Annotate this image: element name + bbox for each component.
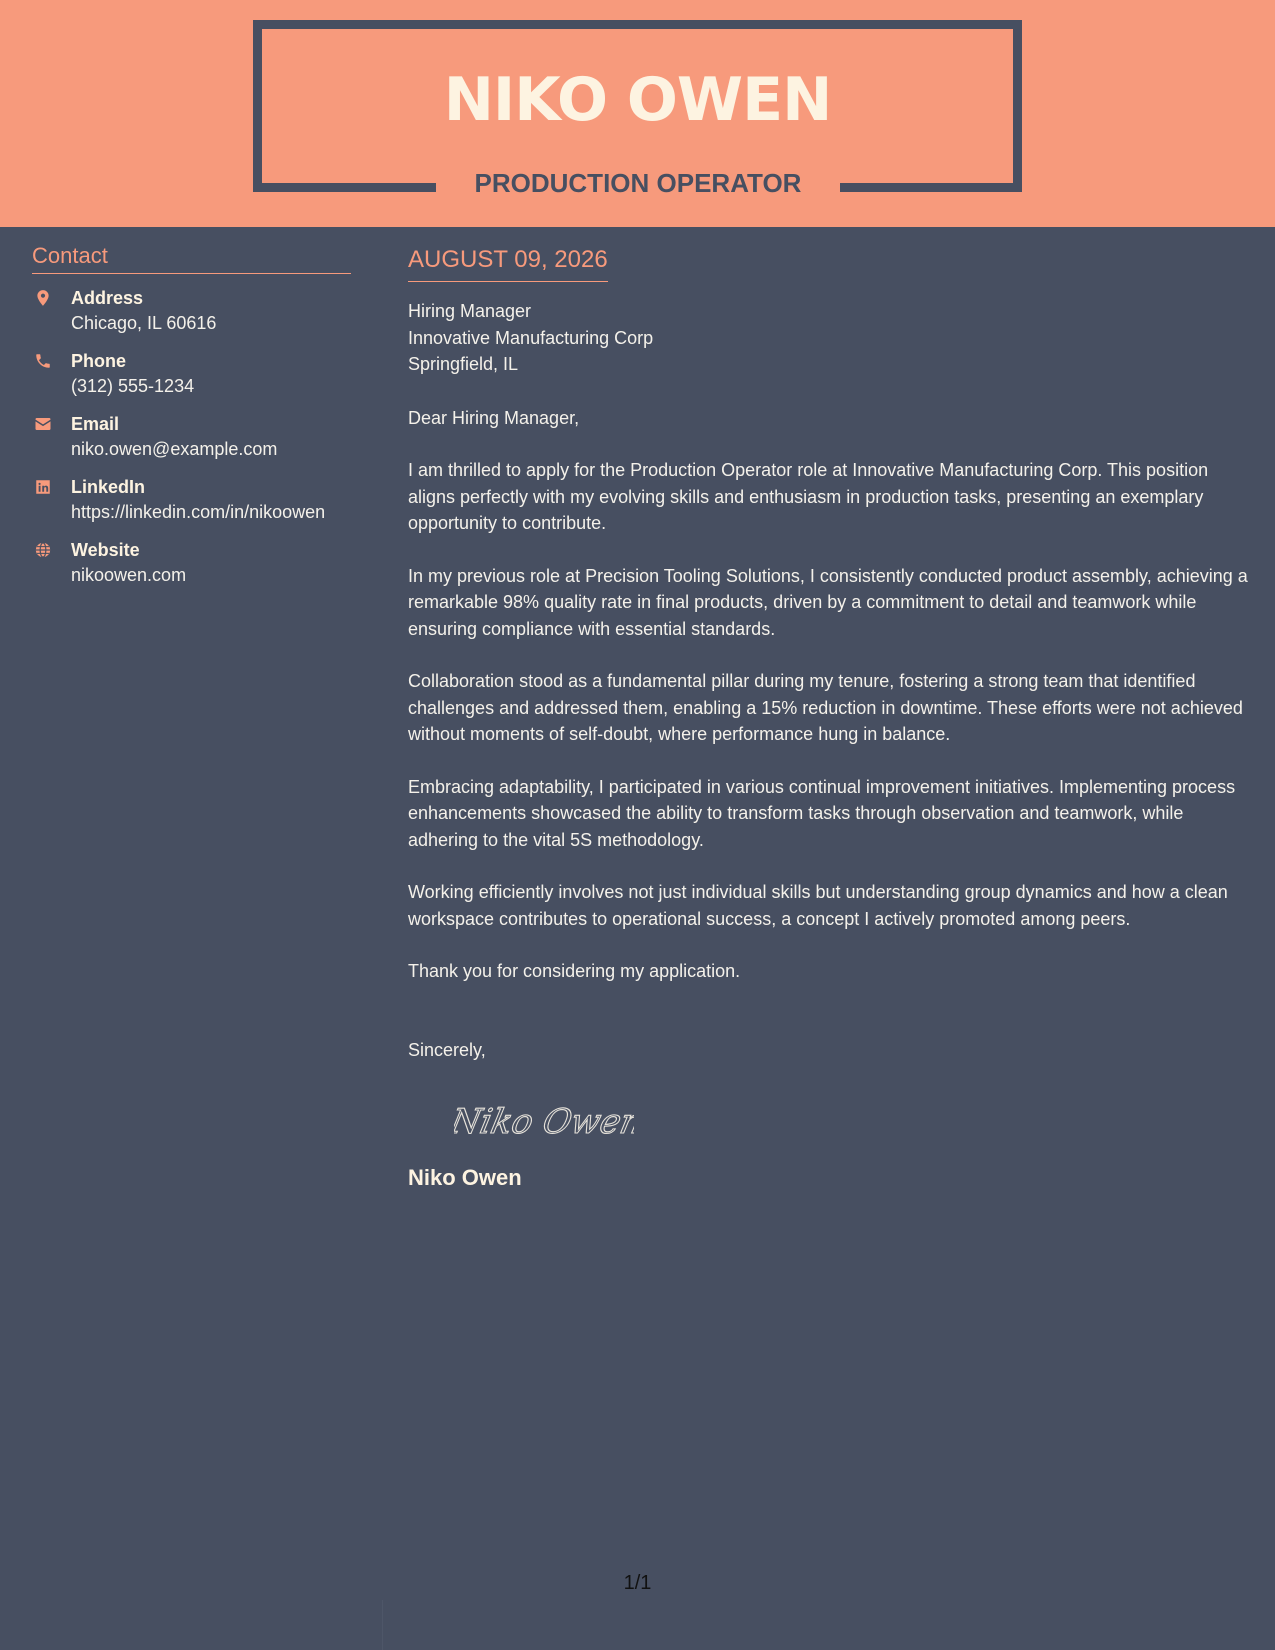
recipient-block	[408, 298, 1253, 378]
applicant-name: NIKO OWEN	[443, 65, 832, 135]
contact-value: (312) 555-1234	[71, 376, 195, 396]
contact-label: Phone	[71, 351, 127, 371]
letter-paragraph: Thank you for considering my application.	[408, 961, 741, 981]
header-banner	[0, 0, 1275, 227]
closing: Sincerely,	[408, 1039, 486, 1060]
letter-body	[408, 244, 1253, 1193]
letter-date: AUGUST 09, 2026	[408, 244, 608, 282]
letter-paragraph: Collaboration stood as a fundamental pillar during my tenure, fostering a strong team that identified challenges and addressed them, enabling a 15% reduction in downtime. These efforts were not achieved without moments of self-doubt, where performance hung in balance.	[408, 671, 1243, 744]
contact-item-address	[32, 286, 351, 349]
handwritten-signature	[454, 1089, 1253, 1147]
salutation: Dear Hiring Manager,	[408, 407, 580, 428]
contact-sidebar	[32, 240, 351, 601]
map-pin-icon	[34, 289, 52, 307]
signature-graphic	[454, 1089, 634, 1147]
letter-paragraph: Working efficiently involves not just individual skills but understanding group dynamics and how a clean workspace contributes to operational success, a concept I actively promoted among peers.	[408, 882, 1228, 929]
letter-paragraph: I am thrilled to apply for the Production Operator role at Innovative Manufacturing Corp. This position aligns perfectly with my evolving skills and enthusiasm in production tasks, presenting an exemplary opportunity to contribute.	[408, 460, 1209, 533]
contact-value: nikoowen.com	[71, 565, 187, 585]
job-title: PRODUCTION OPERATOR	[474, 168, 802, 198]
contact-label: Website	[71, 540, 140, 560]
contact-item-phone	[32, 349, 351, 412]
contact-label: Email	[71, 414, 120, 434]
contact-heading: Contact	[32, 240, 351, 274]
globe-icon	[34, 541, 52, 559]
phone-icon	[34, 352, 52, 370]
contact-item-website	[32, 538, 351, 601]
linkedin-icon	[34, 478, 52, 496]
contact-value: Chicago, IL 60616	[71, 313, 217, 333]
signer-name: Niko Owen	[408, 1165, 522, 1190]
column-divider	[382, 1600, 383, 1650]
envelope-icon	[34, 415, 52, 433]
page-number: 1/1	[623, 1572, 652, 1594]
contact-label: Address	[71, 288, 144, 308]
recipient-location: Springfield, IL	[408, 354, 519, 374]
letter-paragraph: In my previous role at Precision Tooling Solutions, I consistently conducted product assembly, achieving a remarkable 98% quality rate in final products, driven by a commitment to detail and teamwork while ensuring compliance with essential standards.	[408, 565, 1248, 639]
svg-text:Niko Owen: Niko Owen	[454, 1102, 634, 1142]
contact-list	[32, 286, 351, 601]
contact-value: niko.owen@example.com	[71, 439, 278, 459]
letter-paragraph: Embracing adaptability, I participated in various continual improvement initiatives. Implementing process enhancements showcased the ability to transform tasks through observation and teamwork, while adhering to the vital 5S methodology.	[408, 776, 1236, 850]
recipient-name: Hiring Manager	[408, 301, 532, 321]
contact-item-email	[32, 412, 351, 475]
recipient-company: Innovative Manufacturing Corp	[408, 327, 654, 348]
contact-item-linkedin	[32, 475, 351, 538]
contact-value: https://linkedin.com/in/nikoowen	[71, 502, 326, 522]
contact-label: LinkedIn	[71, 477, 146, 497]
